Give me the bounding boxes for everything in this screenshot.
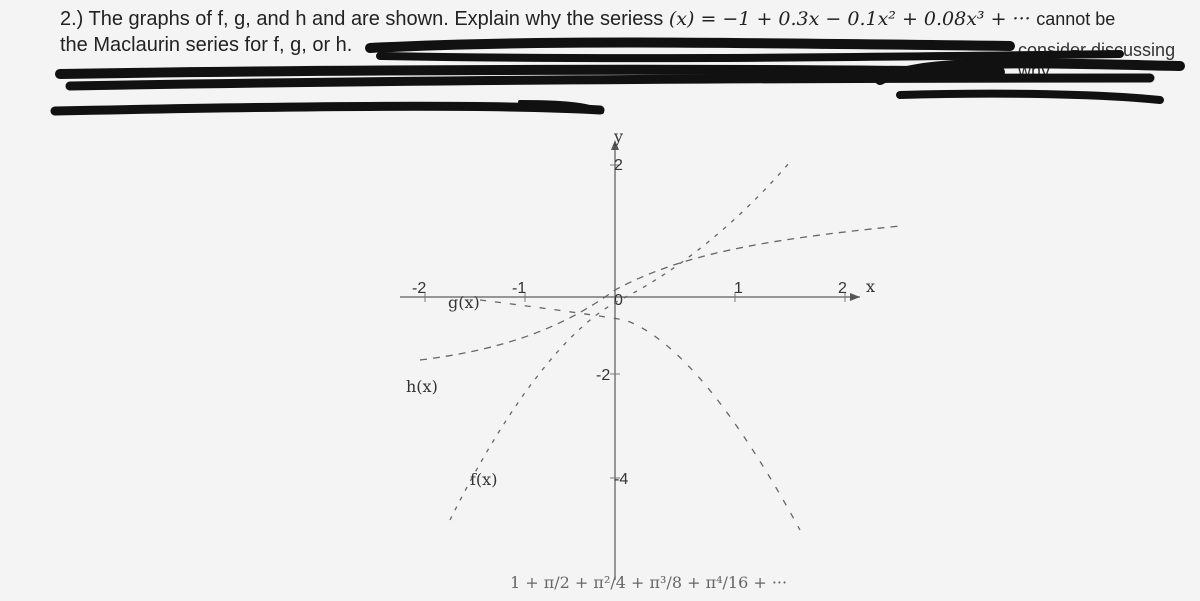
curve-g (420, 226, 900, 360)
x-tick-label: 2 (838, 280, 847, 297)
curve-h (450, 162, 790, 520)
label-g: g(x) (448, 293, 480, 312)
y-tick-label: -4 (614, 471, 629, 488)
x-axis-label: x (866, 277, 876, 296)
x-axis-arrow (850, 293, 860, 301)
x-tick-label: 0 (614, 292, 623, 309)
question-suffix: cannot be (1036, 9, 1116, 29)
label-f: f(x) (470, 470, 498, 489)
question-line-2: the Maclaurin series for f, g, or h. (60, 34, 353, 56)
y-tick-label: -2 (596, 367, 611, 384)
y-tick-label: 2 (614, 157, 623, 174)
x-tick-label: 1 (734, 280, 743, 297)
y-axis-label: y (614, 127, 624, 146)
x-tick-label: -2 (412, 280, 427, 297)
series-expression: 1 + π/2 + π²/4 + π³/8 + π⁴/16 + ··· (510, 573, 788, 592)
label-h: h(x) (406, 377, 438, 396)
question-line-2-right: consider discussing why (1018, 40, 1176, 81)
x-tick-label: -1 (512, 280, 527, 297)
question-prefix: 2.) The graphs of f, g, and h and are shown. Explain why the seriess (60, 8, 664, 30)
curve-f (480, 300, 800, 530)
series-formula: (x) = −1 + 0.3x − 0.1x² + 0.08x³ + ··· (668, 8, 1031, 30)
